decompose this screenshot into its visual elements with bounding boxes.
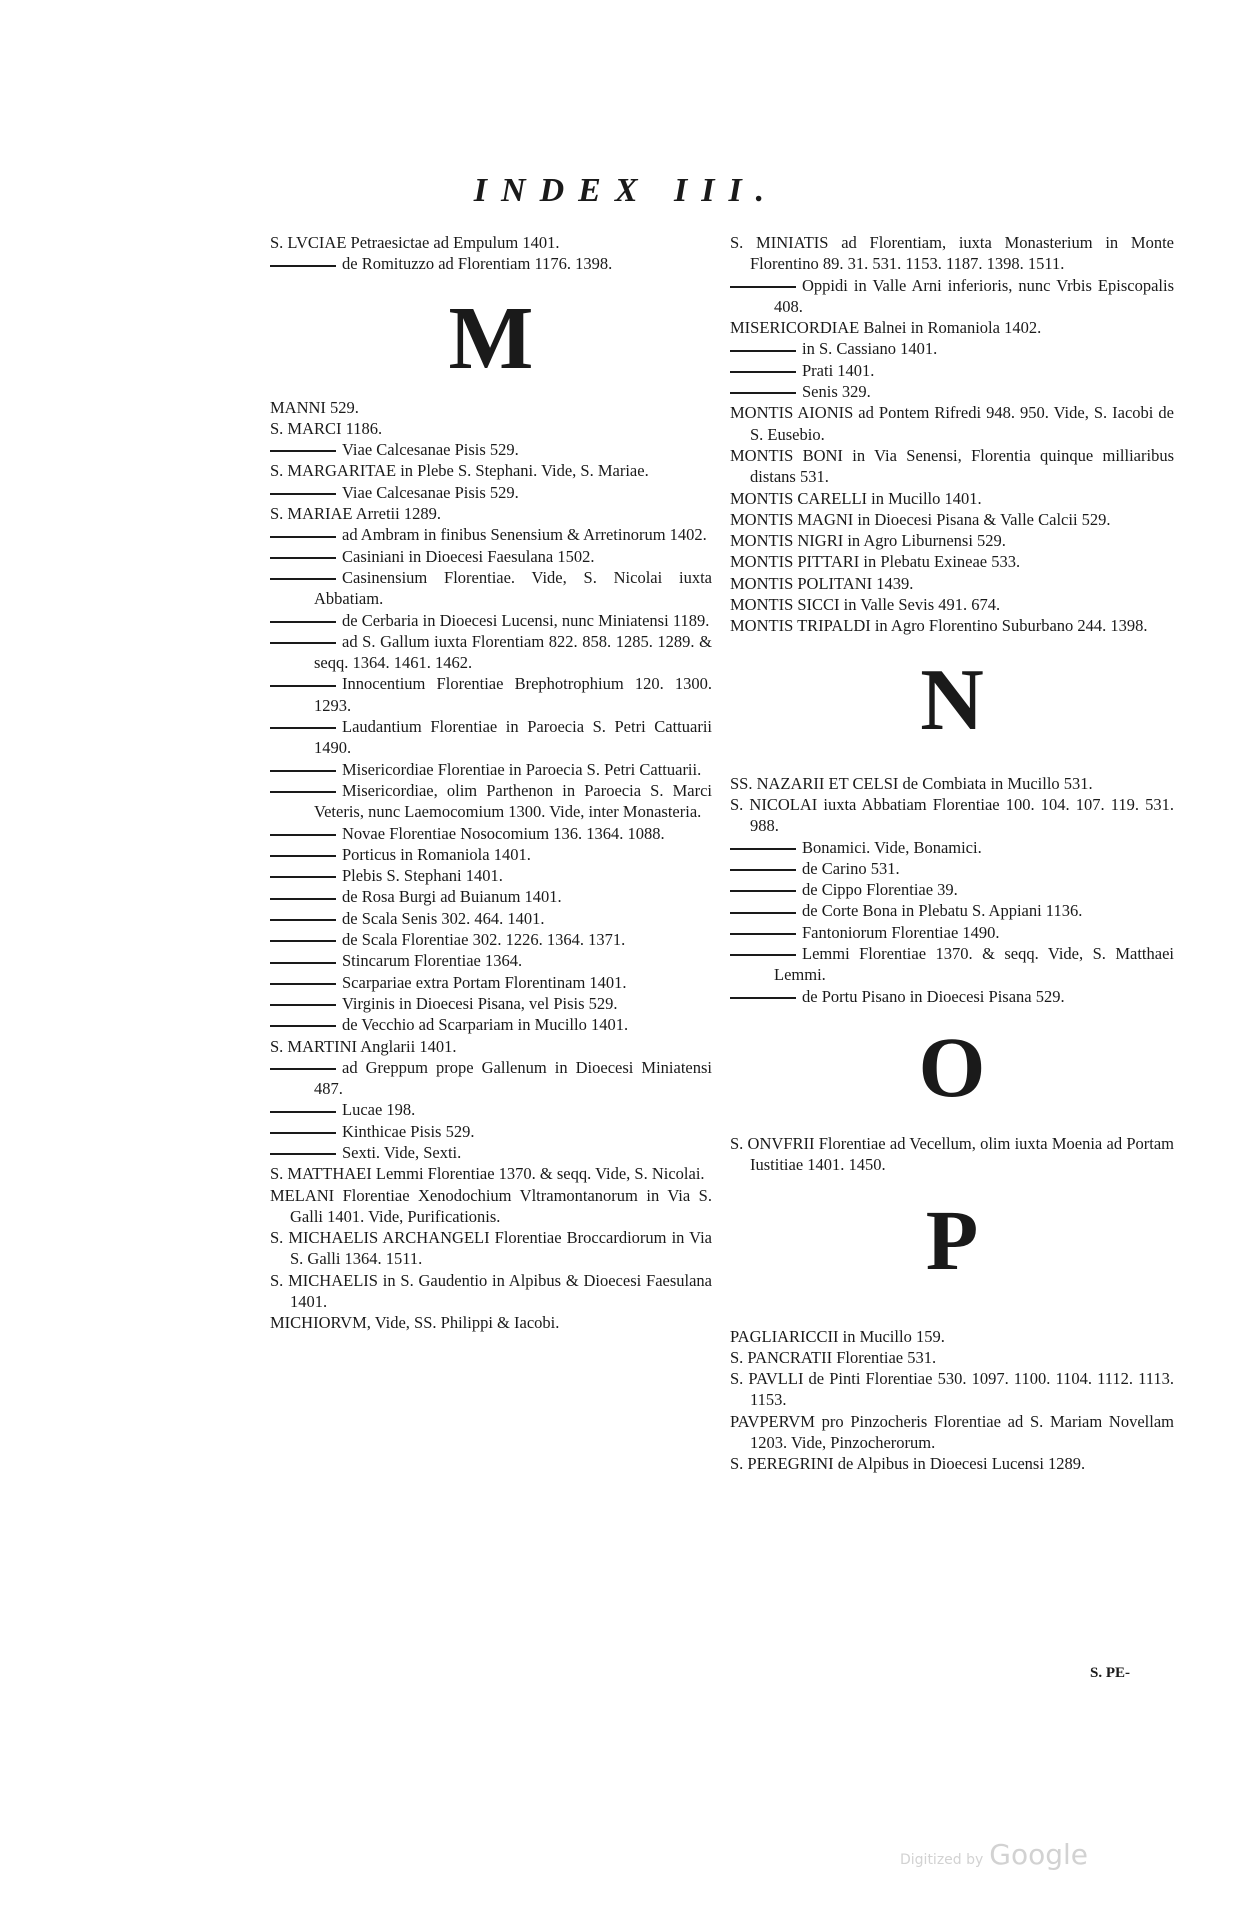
entry-text: Bonamici. Vide, Bonamici. (802, 837, 982, 857)
index-entry (270, 397, 712, 418)
ditto-dash (270, 940, 336, 942)
entry-text: Porticus in Romaniola 1401. (342, 844, 531, 864)
index-entry (270, 1163, 712, 1184)
index-entry (730, 1326, 1174, 1347)
entry-text: MONTIS MAGNI in Dioecesi Pisana & Valle Calcii 529. (730, 509, 1111, 529)
o-entries (730, 1133, 1174, 1176)
ditto-dash (730, 954, 796, 956)
ditto-dash (270, 1004, 336, 1006)
index-entry (730, 986, 1174, 1007)
ditto-dash (270, 791, 336, 793)
left-top-entries (270, 232, 712, 275)
ditto-dash (730, 869, 796, 871)
ditto-dash (270, 536, 336, 538)
index-entry (270, 993, 712, 1014)
entry-text: MONTIS BONI in Via Senensi, Florentia quinque milliaribus distans 531. (730, 445, 1174, 487)
entry-text: ad Greppum prope Gallenum in Dioecesi Miniatensi 487. (314, 1057, 712, 1099)
entry-text: S. ONVFRII Florentiae ad Vecellum, olim iuxta Moeniа ad Portam Iustitiae 1401. 1450. (730, 1133, 1174, 1175)
index-entry (270, 759, 712, 780)
entry-text: Innocentium Florentiae Brephotrophium 120. 1300. 1293. (314, 674, 712, 715)
index-entry (270, 610, 712, 631)
index-entry (730, 1133, 1174, 1176)
entry-text: Kinthicae Pisis 529. (342, 1121, 475, 1141)
page-header: INDEX III. (473, 172, 779, 209)
index-entry (730, 530, 1174, 551)
ditto-dash (270, 727, 336, 729)
entry-text: SS. NAZARII ET CELSI de Combiata in Mucillo 531. (730, 773, 1093, 793)
ditto-dash (270, 1068, 336, 1070)
catchword: S. PE- (1090, 1665, 1131, 1681)
index-entry (730, 232, 1174, 275)
ditto-dash (270, 557, 336, 559)
section-letter-m: M (448, 288, 534, 388)
entry-text: S. MARIAE Arretii 1289. (270, 504, 441, 524)
entry-text: MISERICORDIAE Balnei in Romaniola 1402. (730, 318, 1042, 338)
index-entry (730, 402, 1174, 445)
entry-text: MELANI Florentiae Xenodochium Vltramontanorum in Via S. Galli 1401. Vide, Purificationis. (270, 1185, 712, 1226)
entry-text: Novae Florentiae Nosocomium 136. 1364. 1088. (342, 823, 665, 843)
index-entry (270, 546, 712, 567)
right-top-entries (730, 232, 1174, 637)
p-entries (730, 1326, 1174, 1475)
index-entry (730, 879, 1174, 900)
ditto-dash (270, 685, 336, 687)
index-entry (270, 844, 712, 865)
section-letter-o: O (918, 1018, 986, 1115)
entry-text: MANNI 529. (270, 397, 359, 417)
index-entry (270, 886, 712, 907)
entry-text: MONTIS SICCI in Valle Sevis 491. 674. (730, 595, 1001, 615)
index-entry (270, 972, 712, 993)
entry-text: de Vecchio ad Scarpariam in Mucillo 1401. (342, 1015, 629, 1035)
ditto-dash (730, 997, 796, 999)
entry-text: de Cippo Florentiae 39. (802, 880, 958, 900)
ditto-dash (730, 350, 796, 352)
index-entry (270, 1036, 712, 1057)
ditto-dash (270, 1153, 336, 1155)
index-entry (730, 488, 1174, 509)
m-entries (270, 397, 712, 1334)
ditto-dash (730, 371, 796, 373)
index-entry (730, 509, 1174, 530)
entry-text: in S. Cassiano 1401. (802, 339, 938, 359)
entry-text: Misericordiae, olim Parthenon in Paroecia S. Marci Veteris, nunc Laemocomium 1300. Vide, inter Monasteria. (314, 780, 712, 822)
entry-text: Stincarum Florentiae 1364. (342, 951, 523, 971)
ditto-dash (730, 392, 796, 394)
entry-text: de Scala Florentiae 302. 1226. 1364. 1371. (342, 930, 626, 950)
index-entry (730, 615, 1174, 636)
index-entry (270, 1270, 712, 1313)
ditto-dash (270, 265, 336, 267)
ditto-dash (270, 578, 336, 580)
index-entry (270, 1227, 712, 1270)
n-entries (730, 773, 1174, 1007)
index-entry (270, 418, 712, 439)
ditto-dash (730, 933, 796, 935)
entry-text: S. MINIATIS ad Florentiam, iuxta Monasterium in Monte Florentino 89. 31. 531. 1153. 1187. 1398. 1511. (730, 233, 1174, 274)
index-entry (270, 524, 712, 545)
index-entry (730, 275, 1174, 318)
entry-text: Oppidi in Valle Arni inferioris, nunc Vrbis Episcopalis 408. (774, 275, 1174, 316)
entry-text: de Carino 531. (802, 858, 900, 878)
entry-text: S. PAVLLI de Pinti Florentiae 530. 1097. 1100. 1104. 1112. 1113. 1153. (730, 1369, 1174, 1410)
right-column (730, 232, 1174, 1475)
entry-text: Prati 1401. (802, 360, 875, 380)
entry-text: de Corte Bona in Plebatu S. Appiani 1136. (802, 901, 1083, 921)
index-entry (270, 631, 712, 674)
entry-text: MONTIS TRIPALDI in Agro Florentino Suburbano 244. 1398. (730, 616, 1148, 636)
entry-text: de Scala Senis 302. 464. 1401. (342, 908, 545, 928)
entry-text: de Romituzzo ad Florentiam 1176. 1398. (342, 254, 613, 274)
index-entry (270, 716, 712, 759)
index-entry (730, 445, 1174, 488)
entry-text: MONTIS AIONIS ad Pontem Rifredi 948. 950. Vide, S. Iacobi de S. Eusebio. (730, 403, 1174, 444)
entry-text: S. MICHAELIS in S. Gaudentio in Alpibus & Dioecesi Faesulana 1401. (270, 1270, 712, 1312)
entry-text: MICHIORVM, Vide, SS. Philippi & Iacobi. (270, 1313, 560, 1333)
entry-text: Viae Calcesanae Pisis 529. (342, 440, 519, 460)
section-letter-n: N (920, 651, 984, 749)
entry-text: Virginis in Dioecesi Pisana, vel Pisis 529. (342, 993, 618, 1013)
index-entry (270, 439, 712, 460)
entry-text: de Rosa Burgi ad Buianum 1401. (342, 887, 562, 907)
entry-text: S. MICHAELIS ARCHANGELI Florentiae Broccardiorum in Via S. Galli 1364. 1511. (270, 1228, 712, 1269)
entry-text: ad Ambram in finibus Senensium & Arretinorum 1402. (342, 525, 707, 545)
index-entry (730, 317, 1174, 338)
entry-text: MONTIS PITTARI in Plebatu Exineae 533. (730, 552, 1021, 572)
index-entry (730, 773, 1174, 794)
entry-text: S. MARGARITAE in Plebe S. Stephani. Vide, S. Mariae. (270, 461, 649, 481)
entry-text: Misericordiae Florentiae in Paroecia S. Petri Cattuarii. (342, 759, 702, 779)
index-entry (270, 823, 712, 844)
index-entry (270, 780, 712, 823)
index-entry (270, 1057, 712, 1100)
watermark-prefix: Digitized by (900, 1852, 984, 1868)
ditto-dash (270, 770, 336, 772)
digitization-watermark (900, 1838, 1088, 1871)
index-entry (270, 503, 712, 524)
ditto-dash (270, 642, 336, 644)
index-entry (270, 1185, 712, 1228)
left-column (270, 232, 712, 1334)
index-entry (730, 943, 1174, 986)
ditto-dash (270, 855, 336, 857)
entry-text: de Portu Pisano in Dioecesi Pisana 529. (802, 986, 1065, 1006)
index-entry (270, 460, 712, 481)
index-entry (270, 673, 712, 716)
entry-text: PAVPERVM pro Pinzocheris Florentiae ad S. Mariam Novellam 1203. Vide, Pinzocherorum. (730, 1411, 1174, 1452)
index-entry (270, 929, 712, 950)
index-entry (270, 1121, 712, 1142)
index-entry (730, 594, 1174, 615)
entry-text: Plebis S. Stephani 1401. (342, 866, 503, 886)
entry-text: S. MARTINI Anglarii 1401. (270, 1036, 457, 1056)
index-entry (270, 232, 712, 253)
ditto-dash (270, 876, 336, 878)
index-entry (730, 837, 1174, 858)
index-entry (270, 1312, 712, 1333)
index-entry (270, 865, 712, 886)
entry-text: S. MATTHAEI Lemmi Florentiae 1370. & seqq. Vide, S. Nicolai. (270, 1164, 705, 1184)
index-entry (730, 922, 1174, 943)
index-entry (730, 360, 1174, 381)
entry-text: Casinensium Florentiae. Vide, S. Nicolai iuxta Abbatiam. (314, 567, 712, 609)
entry-text: Fantoniorum Florentiae 1490. (802, 922, 1000, 942)
index-entry (730, 1411, 1174, 1454)
index-entry (730, 858, 1174, 879)
ditto-dash (270, 1025, 336, 1027)
entry-text: Sexti. Vide, Sexti. (342, 1142, 462, 1162)
ditto-dash (270, 919, 336, 921)
index-entry (730, 1347, 1174, 1368)
ditto-dash (270, 493, 336, 495)
entry-text: MONTIS CARELLI in Mucillo 1401. (730, 488, 982, 508)
ditto-dash (270, 898, 336, 900)
index-entry (730, 1453, 1174, 1474)
entry-text: S. PANCRATII Florentiae 531. (730, 1347, 937, 1367)
index-entry (730, 338, 1174, 359)
ditto-dash (270, 983, 336, 985)
index-entry (730, 794, 1174, 837)
watermark-brand: Google (989, 1838, 1089, 1871)
entry-text: Scarpariae extra Portam Florentinam 1401. (342, 972, 627, 992)
entry-text: PAGLIARICCII in Mucillo 159. (730, 1326, 945, 1346)
entry-text: Lucae 198. (342, 1100, 416, 1120)
index-entry (730, 573, 1174, 594)
ditto-dash (730, 286, 796, 288)
entry-text: Laudantium Florentiae in Paroecia S. Petri Cattuarii 1490. (314, 717, 712, 758)
index-entry (270, 482, 712, 503)
section-letter-p: P (925, 1191, 979, 1288)
ditto-dash (270, 450, 336, 452)
ditto-dash (270, 1132, 336, 1134)
index-entry (270, 253, 712, 274)
ditto-dash (270, 962, 336, 964)
entry-text: Senis 329. (802, 382, 871, 402)
ditto-dash (730, 890, 796, 892)
ditto-dash (270, 621, 336, 623)
index-entry (730, 1368, 1174, 1411)
entry-text: de Cerbaria in Dioecesi Lucensi, nunc Miniatensi 1189. (342, 610, 710, 630)
entry-text: S. NICOLAI iuxta Abbatiam Florentiae 100. 104. 107. 119. 531. 988. (730, 794, 1174, 836)
entry-text: S. LVCIAE Petraesictae ad Empulum 1401. (270, 233, 560, 252)
entry-text: S. PEREGRINI de Alpibus in Dioecesi Lucensi 1289. (730, 1454, 1086, 1474)
ditto-dash (730, 848, 796, 850)
index-entry (730, 381, 1174, 402)
entry-text: Viae Calcesanae Pisis 529. (342, 482, 519, 502)
index-entry (270, 950, 712, 971)
entry-text: Lemmi Florentiae 1370. & seqq. Vide, S. Matthaei Lemmi. (774, 944, 1174, 985)
entry-text: Casiniani in Dioecesi Faesulana 1502. (342, 546, 595, 566)
ditto-dash (270, 834, 336, 836)
ditto-dash (730, 912, 796, 914)
index-entry (270, 1014, 712, 1035)
ditto-dash (270, 1111, 336, 1113)
index-entry (270, 567, 712, 610)
index-entry (730, 551, 1174, 572)
index-entry (270, 1142, 712, 1163)
index-entry (270, 1099, 712, 1120)
entry-text: MONTIS NIGRI in Agro Liburnensi 529. (730, 531, 1006, 551)
entry-text: MONTIS POLITANI 1439. (730, 573, 914, 593)
index-entry (270, 908, 712, 929)
entry-text: ad S. Gallum iuxta Florentiam 822. 858. 1285. 1289. & seqq. 1364. 1461. 1462. (314, 631, 712, 673)
index-entry (730, 900, 1174, 921)
entry-text: S. MARCI 1186. (270, 418, 383, 438)
